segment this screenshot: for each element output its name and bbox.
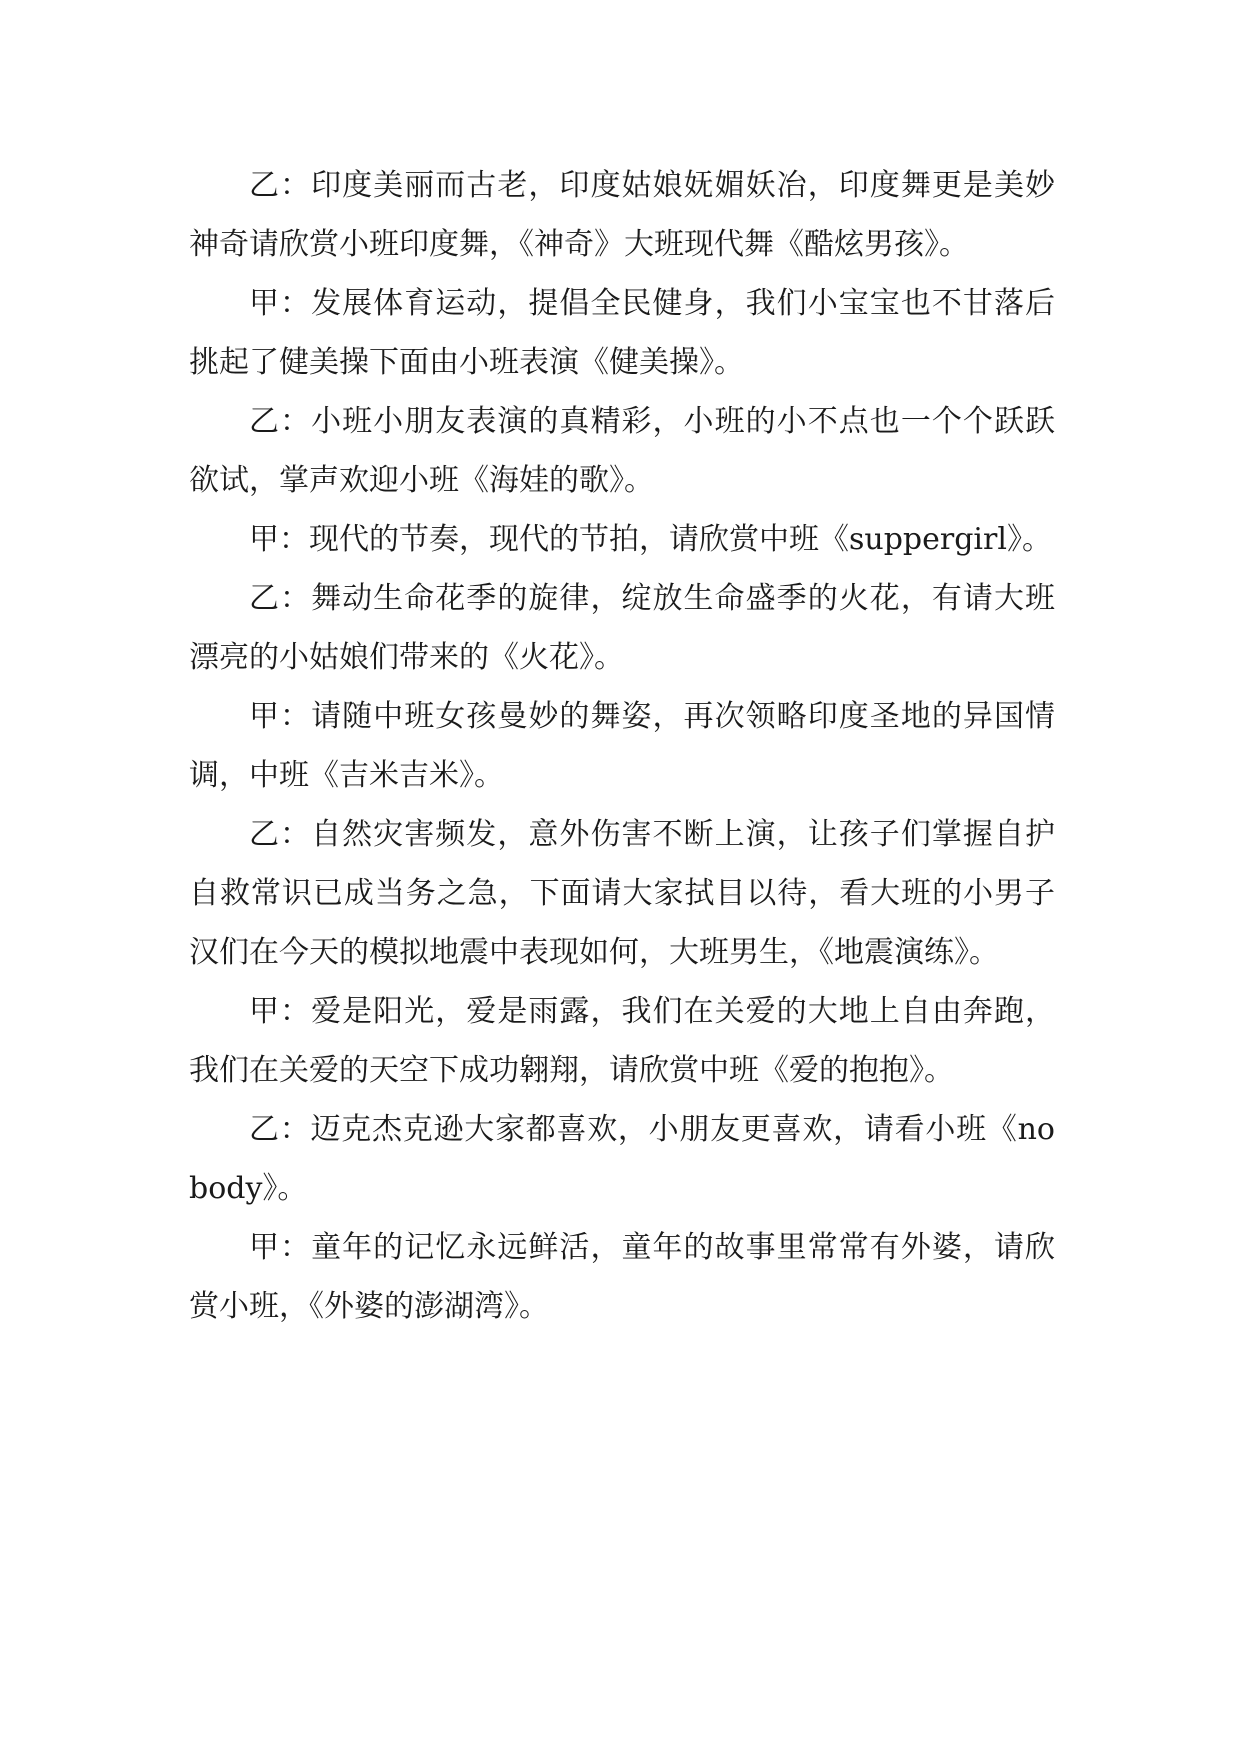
paragraph: 甲：请随中班女孩曼妙的舞姿，再次领略印度圣地的异国情调，中班《吉米吉米》。 [189,699,1055,793]
paragraph: 甲：现代的节奏，现代的节拍，请欣赏中班《suppergirl》。 [249,522,1052,557]
paragraph: 乙：舞动生命花季的旋律，绽放生命盛季的火花，有请大班漂亮的小姑娘们带来的《火花》。 [189,581,1055,675]
paragraph: 甲：童年的记忆永远鲜活，童年的故事里常常有外婆，请欣赏小班，《外婆的澎湖湾》。 [189,1230,1055,1324]
paragraph: 乙：小班小朋友表演的真精彩，小班的小不点也一个个跃跃欲试，掌声欢迎小班《海娃的歌》。 [189,404,1055,498]
document-page [189,156,1055,1336]
paragraph: 甲：爱是阳光，爱是雨露，我们在关爱的大地上自由奔跑，我们在关爱的天空下成功翱翔，请欣赏中班《爱的抱抱》。 [189,994,1055,1088]
paragraph: 乙：印度美丽而古老，印度姑娘妩媚妖冶，印度舞更是美妙神奇请欣赏小班印度舞，《神奇》大班现代舞《酷炫男孩》。 [189,168,1055,262]
paragraph: 乙：迈克杰克逊大家都喜欢，小朋友更喜欢，请看小班《nobody》。 [189,1112,1055,1206]
paragraph: 乙：自然灾害频发，意外伤害不断上演，让孩子们掌握自护自救常识已成当务之急，下面请大家拭目以待，看大班的小男子汉们在今天的模拟地震中表现如何，大班男生，《地震演练》。 [189,817,1055,970]
paragraph: 甲：发展体育运动，提倡全民健身，我们小宝宝也不甘落后挑起了健美操下面由小班表演《健美操》。 [189,286,1055,380]
